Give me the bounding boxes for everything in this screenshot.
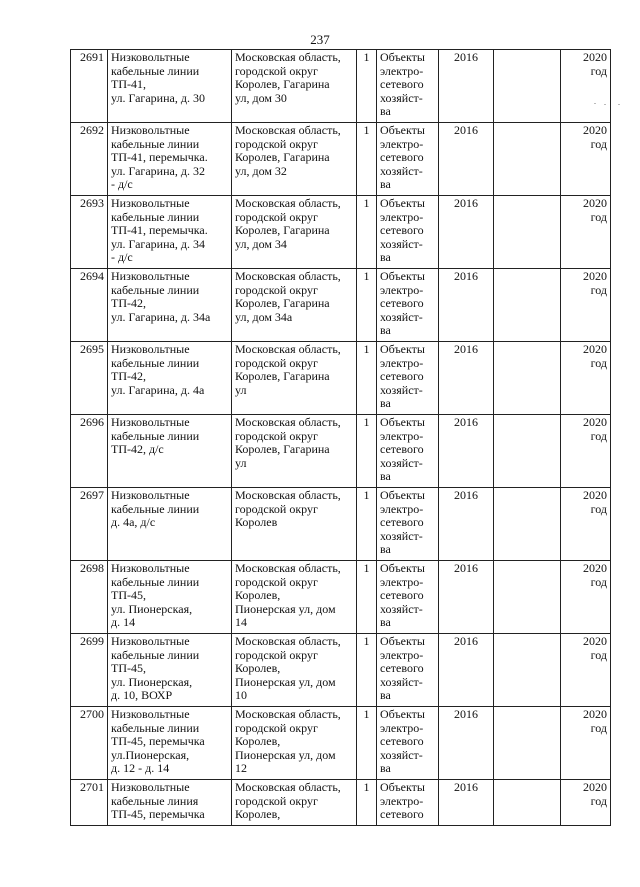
commission-year: 2016 — [439, 342, 494, 415]
object-quantity: 1 — [357, 780, 377, 826]
object-quantity: 1 — [357, 342, 377, 415]
object-name: Низковольтные кабельные линии ТП-45, ул. Пионерская, д. 10, ВОХР — [108, 634, 232, 707]
term: 2020 год — [561, 123, 611, 196]
scan-speck — [604, 104, 606, 105]
empty-cell — [494, 780, 561, 826]
term: 2020 год — [561, 561, 611, 634]
object-name: Низковольтные кабельные линии ТП-42, ул. Гагарина, д. 34а — [108, 269, 232, 342]
row-number: 2693 — [71, 196, 108, 269]
object-type: Объекты электро- сетевого хозяйст- ва — [377, 123, 439, 196]
empty-cell — [494, 342, 561, 415]
scan-speck — [618, 104, 620, 105]
commission-year: 2016 — [439, 50, 494, 123]
object-name: Низковольтные кабельные линии ТП-45, ул. Пионерская, д. 14 — [108, 561, 232, 634]
table-row — [71, 123, 611, 196]
commission-year: 2016 — [439, 415, 494, 488]
object-type: Объекты электро- сетевого хозяйст- ва — [377, 196, 439, 269]
table-row — [71, 780, 611, 826]
object-type: Объекты электро- сетевого хозяйст- ва — [377, 342, 439, 415]
object-address: Московская область, городской округ Королев, Гагарина ул — [232, 342, 357, 415]
commission-year: 2016 — [439, 488, 494, 561]
row-number: 2694 — [71, 269, 108, 342]
table-row — [71, 196, 611, 269]
page-number: 237 — [310, 32, 330, 47]
commission-year: 2016 — [439, 196, 494, 269]
object-quantity: 1 — [357, 561, 377, 634]
object-quantity: 1 — [357, 634, 377, 707]
table-row — [71, 415, 611, 488]
row-number: 2692 — [71, 123, 108, 196]
table-row — [71, 269, 611, 342]
row-number: 2700 — [71, 707, 108, 780]
object-quantity: 1 — [357, 707, 377, 780]
object-name: Низковольтные кабельные линии ТП-45, перемычка ул.Пионерская, д. 12 - д. 14 — [108, 707, 232, 780]
table-row — [71, 50, 611, 123]
object-address: Московская область, городской округ Королев, Пионерская ул, дом 14 — [232, 561, 357, 634]
row-number: 2695 — [71, 342, 108, 415]
object-name: Низковольтные кабельные линии д. 4а, д/с — [108, 488, 232, 561]
object-address: Московская область, городской округ Королев, Гагарина ул, дом 32 — [232, 123, 357, 196]
table-row — [71, 634, 611, 707]
object-name: Низковольтные кабельные линии ТП-42, ул. Гагарина, д. 4а — [108, 342, 232, 415]
term: 2020 год — [561, 634, 611, 707]
table-row — [71, 561, 611, 634]
table-row — [71, 488, 611, 561]
object-quantity: 1 — [357, 123, 377, 196]
registry-table — [70, 49, 611, 826]
object-name: Низковольтные кабельные линия ТП-45, перемычка — [108, 780, 232, 826]
table-row — [71, 342, 611, 415]
commission-year: 2016 — [439, 561, 494, 634]
term: 2020 год — [561, 488, 611, 561]
commission-year: 2016 — [439, 707, 494, 780]
object-address: Московская область, городской округ Королев, — [232, 780, 357, 826]
table-row — [71, 707, 611, 780]
empty-cell — [494, 269, 561, 342]
row-number: 2696 — [71, 415, 108, 488]
term: 2020 год — [561, 415, 611, 488]
object-address: Московская область, городской округ Королев, Гагарина ул, дом 30 — [232, 50, 357, 123]
term: 2020 год — [561, 707, 611, 780]
commission-year: 2016 — [439, 269, 494, 342]
object-type: Объекты электро- сетевого хозяйст- ва — [377, 561, 439, 634]
row-number: 2699 — [71, 634, 108, 707]
row-number: 2697 — [71, 488, 108, 561]
object-quantity: 1 — [357, 50, 377, 123]
empty-cell — [494, 50, 561, 123]
object-type: Объекты электро- сетевого хозяйст- ва — [377, 415, 439, 488]
object-quantity: 1 — [357, 269, 377, 342]
empty-cell — [494, 707, 561, 780]
object-address: Московская область, городской округ Королев, Гагарина ул — [232, 415, 357, 488]
empty-cell — [494, 415, 561, 488]
object-name: Низковольтные кабельные линии ТП-41, ул. Гагарина, д. 30 — [108, 50, 232, 123]
object-name: Низковольтные кабельные линии ТП-42, д/с — [108, 415, 232, 488]
term: 2020 год — [561, 269, 611, 342]
object-address: Московская область, городской округ Королев, Пионерская ул, дом 10 — [232, 634, 357, 707]
object-address: Московская область, городской округ Королев, Пионерская ул, дом 12 — [232, 707, 357, 780]
empty-cell — [494, 561, 561, 634]
row-number: 2701 — [71, 780, 108, 826]
term: 2020 год — [561, 342, 611, 415]
registry-rows — [71, 50, 611, 826]
commission-year: 2016 — [439, 634, 494, 707]
object-type: Объекты электро- сетевого хозяйст- ва — [377, 488, 439, 561]
object-quantity: 1 — [357, 196, 377, 269]
object-address: Московская область, городской округ Королев, Гагарина ул, дом 34а — [232, 269, 357, 342]
row-number: 2698 — [71, 561, 108, 634]
object-type: Объекты электро- сетевого — [377, 780, 439, 826]
object-address: Московская область, городской округ Королев, Гагарина ул, дом 34 — [232, 196, 357, 269]
object-quantity: 1 — [357, 488, 377, 561]
object-address: Московская область, городской округ Королев — [232, 488, 357, 561]
empty-cell — [494, 488, 561, 561]
empty-cell — [494, 196, 561, 269]
object-type: Объекты электро- сетевого хозяйст- ва — [377, 707, 439, 780]
term: 2020 год — [561, 780, 611, 826]
term: 2020 год — [561, 196, 611, 269]
empty-cell — [494, 123, 561, 196]
object-type: Объекты электро- сетевого хозяйст- ва — [377, 50, 439, 123]
object-type: Объекты электро- сетевого хозяйст- ва — [377, 269, 439, 342]
object-type: Объекты электро- сетевого хозяйст- ва — [377, 634, 439, 707]
term: 2020 год — [561, 50, 611, 123]
empty-cell — [494, 634, 561, 707]
object-name: Низковольтные кабельные линии ТП-41, перемычка. ул. Гагарина, д. 32 - д/с — [108, 123, 232, 196]
commission-year: 2016 — [439, 123, 494, 196]
scan-speck — [594, 103, 596, 104]
commission-year: 2016 — [439, 780, 494, 826]
row-number: 2691 — [71, 50, 108, 123]
object-quantity: 1 — [357, 415, 377, 488]
object-name: Низковольтные кабельные линии ТП-41, перемычка. ул. Гагарина, д. 34 - д/с — [108, 196, 232, 269]
